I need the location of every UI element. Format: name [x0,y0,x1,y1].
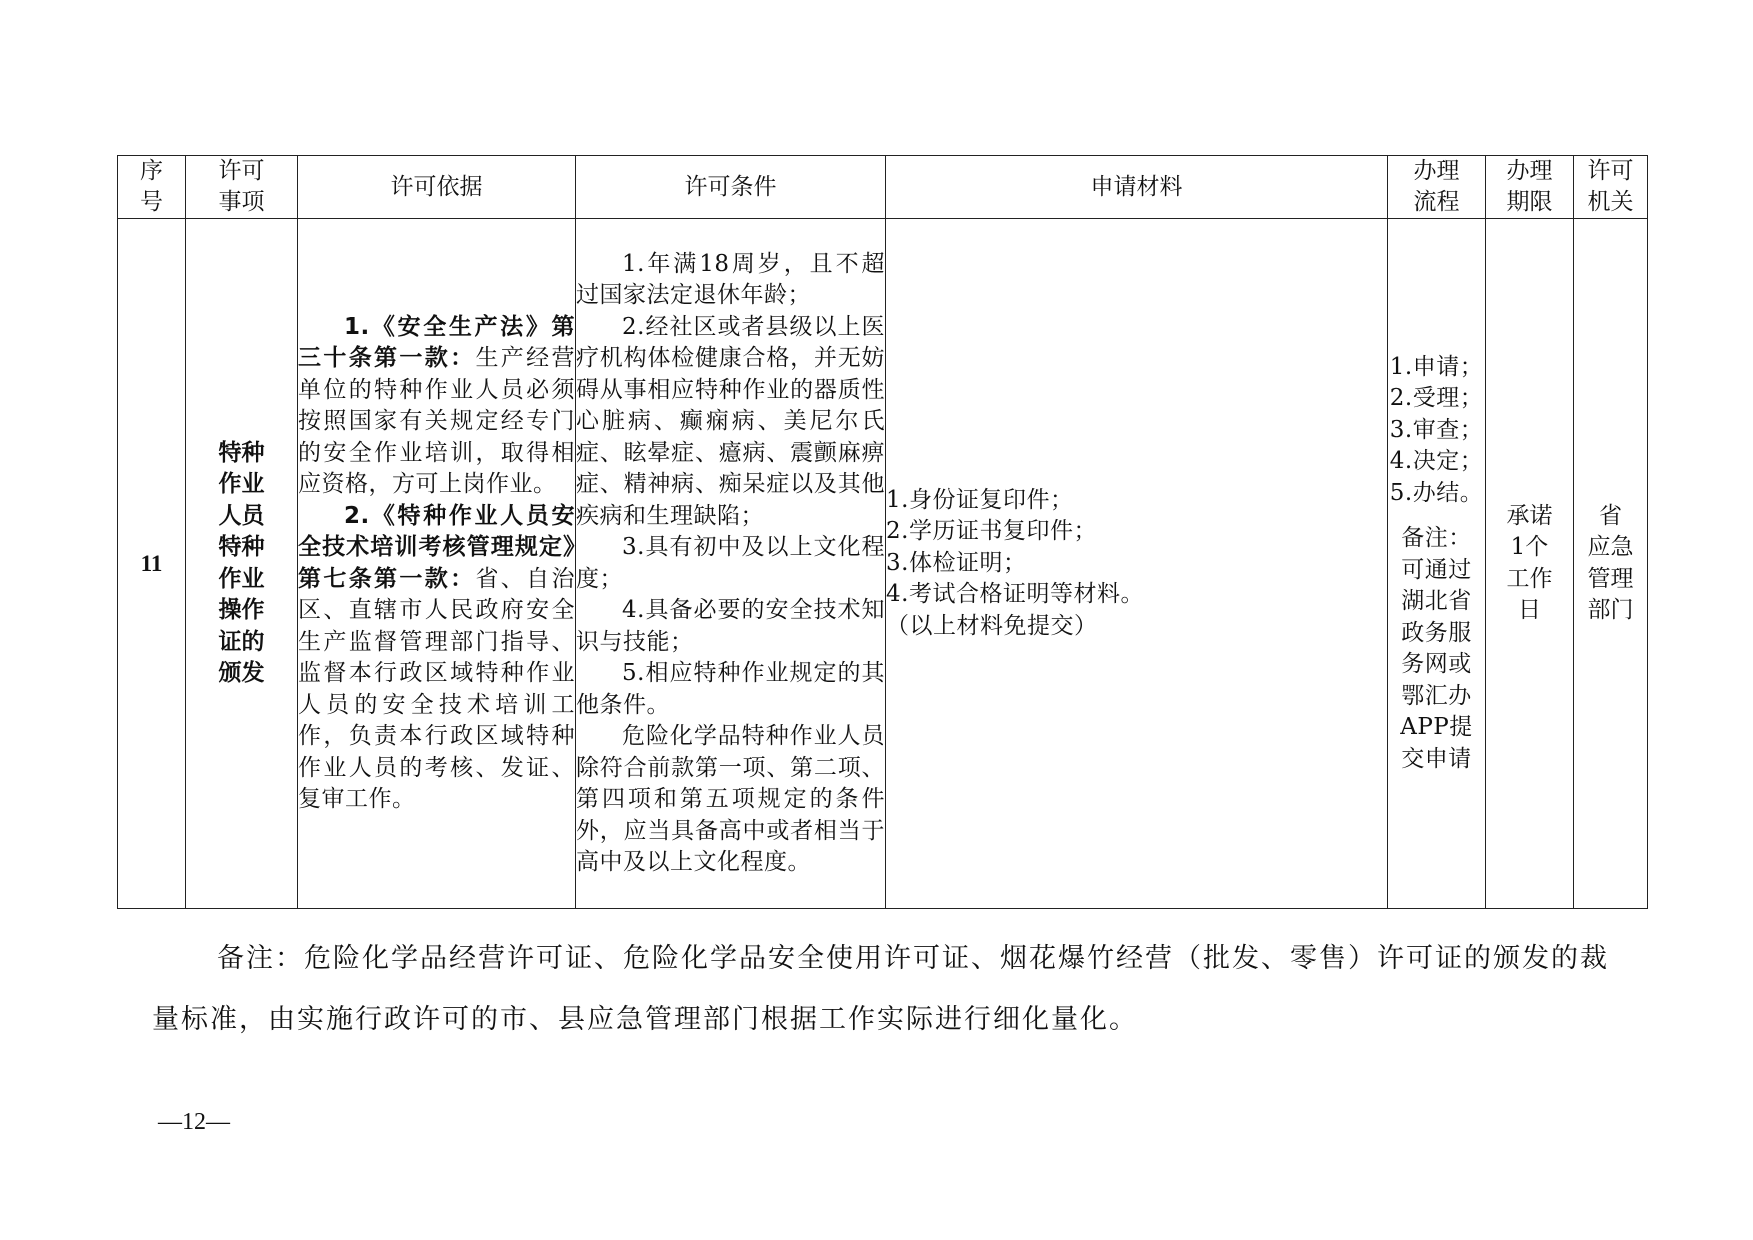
material-item: 3.体检证明； [886,549,1027,576]
material-item: 4.考试合格证明等材料。 [886,581,1144,608]
permit-basis [298,219,576,909]
header-materials: 申请材料 [886,156,1388,219]
permit-table [117,155,1648,909]
header-authority: 许可 机关 [1574,156,1648,219]
material-note: （以上材料免提交） [886,612,1098,639]
process-flow [1388,219,1486,909]
table-header-row [118,156,1648,219]
application-materials [886,219,1388,909]
process-note: 备注： 可通过 湖北省 政务服 务网或 鄂汇办 APP提 交申请 [1400,525,1473,772]
basis-law-2: 2.《特种作业人员安全技术培训考核管理规定》第七条第一款：省、自治区、直辖市人民政府安全生产监督管理部门指导、监督本行政区域特种作业人员的安全技术培训工作，负责本行政区域特种作业人员的考核、发证、复审工作。 [298,502,576,812]
condition-item: 3.具有初中及以上文化程度； [576,534,885,592]
permit-conditions [576,219,886,909]
condition-item: 2.经社区或者县级以上医疗机构体检健康合格，并无妨碍从事相应特种作业的器质性心脏病、癫痫病、美尼尔氏症、眩晕症、癔病、震颤麻痹症、精神病、痴呆症以及其他疾病和生理缺陷； [576,313,885,529]
header-basis: 许可依据 [298,156,576,219]
condition-item: 5.相应特种作业规定的其他条件。 [576,660,885,718]
material-item: 2.学历证书复印件； [886,518,1097,545]
header-term: 办理 期限 [1486,156,1574,219]
header-no: 序 号 [118,156,186,219]
header-item: 许可 事项 [186,156,298,219]
material-item: 1.身份证复印件； [886,486,1074,513]
row-number: 11 [118,219,186,909]
header-process: 办理 流程 [1388,156,1486,219]
table-row [118,219,1648,909]
condition-note: 危险化学品特种作业人员除符合前款第一项、第二项、第四项和第五项规定的条件外，应当具备高中或者相当于高中及以上文化程度。 [576,723,885,875]
processing-term: 承诺 1个 工作 日 [1486,219,1574,909]
footer-note: 备注：危险化学品经营许可证、危险化学品安全使用许可证、烟花爆竹经营（批发、零售）许可证的颁发的裁量标准，由实施行政许可的市、县应急管理部门根据工作实际进行细化量化。 [152,943,1609,1035]
condition-item: 4.具备必要的安全技术知识与技能； [576,597,885,655]
basis-law-1: 1.《安全生产法》第三十条第一款：生产经营单位的特种作业人员必须按照国家有关规定经专门的安全作业培训，取得相应资格，方可上岗作业。 [298,313,576,497]
permit-item-name: 特种 作业 人员 特种 作业 操作 证的 颁发 [186,219,298,909]
condition-item: 1.年满18周岁，且不超过国家法定退休年龄； [576,250,885,308]
process-steps: 1.申请； 2.受理； 3.审查； 4.决定； 5.办结。 [1389,353,1484,506]
page-number: —12— [158,1109,230,1135]
header-conditions: 许可条件 [576,156,886,219]
permit-authority: 省 应急 管理 部门 [1574,219,1648,909]
